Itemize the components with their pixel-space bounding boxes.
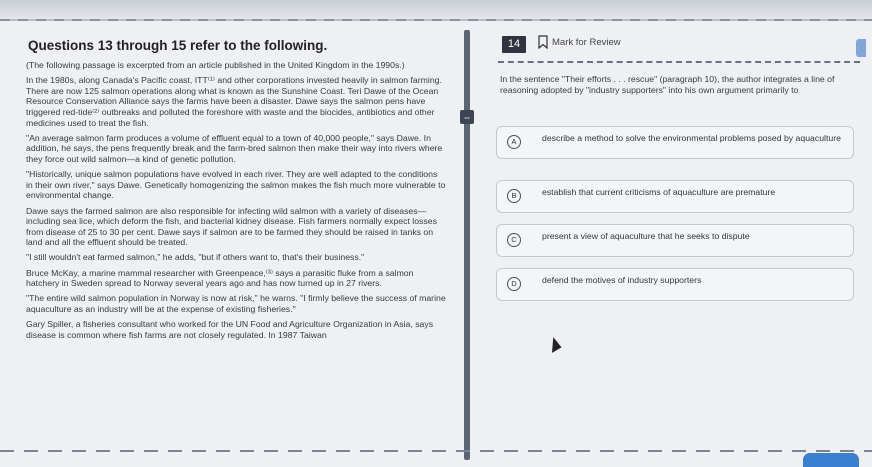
passage-paragraph: "The entire wild salmon population in Norway is now at risk," he warns. "I firmly believe the success of marine aquaculture as an industry will be at the expense of existing fisheries." <box>26 293 446 315</box>
passage-paragraph: Bruce McKay, a marine mammal researcher with Greenpeace,⁽³⁾ says a parasitic fluke from a salmon hatchery in Sweden spread to Norway several years ago and has now turned up in 27 rivers. <box>26 267 414 289</box>
bookmark-icon <box>538 35 548 49</box>
option-text: defend the motives of industry supporters <box>542 275 702 285</box>
option-text: establish that current criticisms of aquaculture are premature <box>542 187 776 197</box>
top-toolbar-border <box>0 19 872 21</box>
answer-option-b[interactable] <box>496 180 854 213</box>
pane-divider[interactable] <box>464 30 470 460</box>
mark-for-review-button[interactable] <box>538 35 621 49</box>
top-toolbar <box>0 0 872 20</box>
passage-paragraph: "Historically, unique salmon populations have evolved in each river. They are well adapted to the conditions in their own river," says Dawe. Genetically homogenizing the salmon makes the fish much more vulnerable to environmental change. <box>26 169 446 201</box>
passage-paragraph: Dawe says the farmed salmon are also responsible for infecting wild salmon with a variety of diseases—including sea lice, which deform the fish, and bacterial kidney disease. Fish farmers normally expect losses from disease of 25 to 30 per cent. Dawe says if salmon are to be farmed they should be raised in tanks on land and all the effluent should be treated. <box>26 205 437 248</box>
passage-paragraph: (The following passage is excerpted from an article published in the United Kingdom in the 1990s.) <box>26 60 405 70</box>
passage-paragraph: "I still wouldn't eat farmed salmon," he adds, "but if others want to, that's their business." <box>26 252 365 263</box>
tools-tab[interactable] <box>856 39 866 57</box>
option-text: present a view of aquaculture that he seeks to dispute <box>542 231 750 241</box>
mark-for-review-label: Mark for Review <box>552 36 621 48</box>
question-stem: In the sentence "Their efforts . . . rescue" (paragraph 10), the author integrates a line of reasoning adopted by "industry supporters" into his own argument primarily to <box>500 74 835 95</box>
option-text: describe a method to solve the environmental problems posed by aquaculture <box>542 133 841 143</box>
option-letter: A <box>507 135 521 149</box>
option-letter: D <box>507 277 521 291</box>
passage-pane[interactable] <box>12 30 458 460</box>
question-number-badge: 14 <box>502 36 526 53</box>
option-letter: C <box>507 233 521 247</box>
question-pane <box>488 30 866 460</box>
option-letter: B <box>507 189 521 203</box>
passage-paragraph: Gary Spiller, a fisheries consultant who worked for the UN Food and Agriculture Organization in Asia, says disease is common where fish farms are not closely regulated. In 1987 Taiwan <box>26 319 434 340</box>
resize-handle-icon[interactable]: ⇔ <box>460 110 474 124</box>
passage-heading: Questions 13 through 15 refer to the following. <box>28 38 328 53</box>
passage-paragraph: In the 1980s, along Canada's Pacific coast, ITT⁽¹⁾ and other corporations invested heavily in salmon farming. There are now 125 salmon operations along what is known as the Sunshine Coast. Teri Dawe of the Ocean Resource Conservation Alliance says the farms have been a disaster. Dawe says the salmon pens have triggered red-tide⁽²⁾ outbreaks and polluted the foreshore with waste and the biocides, antibiotics and other medicines used to treat the fish. <box>26 75 442 128</box>
header-divider <box>498 61 860 63</box>
answer-option-d[interactable] <box>496 268 854 301</box>
answer-option-a[interactable] <box>496 126 854 159</box>
footer-divider <box>0 450 872 452</box>
passage-paragraph: "An average salmon farm produces a volume of effluent equal to a town of 40,000 people," says Dawe. In addition, he says, the pens frequently break and the farm-bred salmon then make their way into rivers where they force out wild salmon—a kind of genetic pollution. <box>26 132 443 164</box>
passage-text <box>26 60 446 345</box>
answer-option-c[interactable] <box>496 224 854 257</box>
